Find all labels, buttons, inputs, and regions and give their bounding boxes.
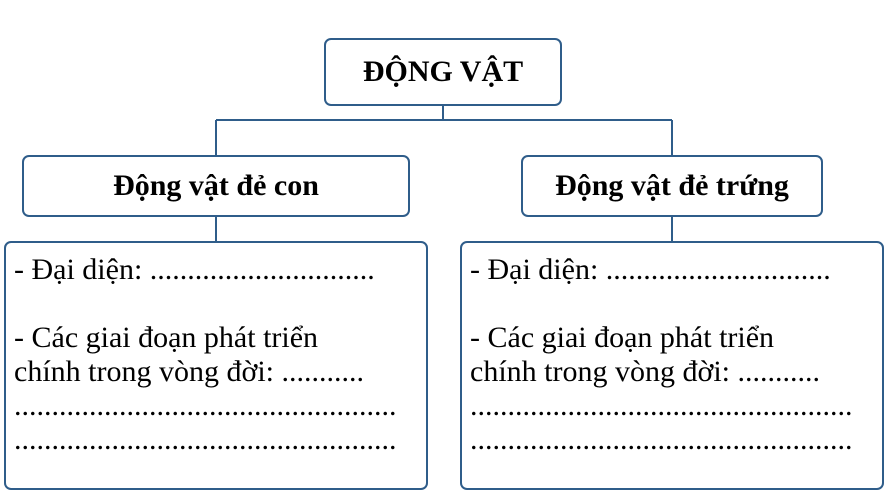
spacer — [470, 287, 874, 321]
blank-line-2: ................................................... — [14, 423, 397, 456]
representative-line: - Đại diện: .............................. — [470, 253, 831, 286]
blank-line-1: ................................................... — [470, 389, 853, 422]
branch-node-label: Động vật đẻ con — [113, 169, 319, 202]
blank-line-2: ................................................... — [470, 423, 853, 456]
stages-line-2: chính trong vòng đời: ........... — [14, 355, 365, 388]
branch-node-live-birth — [22, 155, 410, 217]
blank-line-1: ................................................... — [14, 389, 397, 422]
branch-node-egg-laying — [521, 155, 823, 217]
stages-line-1: - Các giai đoạn phát triển — [14, 321, 319, 354]
stages-line-1: - Các giai đoạn phát triển — [470, 321, 775, 354]
content-box-live-birth — [4, 241, 428, 490]
root-node-label: ĐỘNG VẬT — [362, 55, 524, 88]
spacer — [14, 287, 418, 321]
branch-node-label: Động vật đẻ trứng — [555, 169, 789, 202]
representative-line: - Đại diện: .............................. — [14, 253, 375, 286]
stages-line-2: chính trong vòng đời: ........... — [470, 355, 821, 388]
content-box-egg-laying — [460, 241, 884, 490]
root-node — [324, 38, 562, 106]
